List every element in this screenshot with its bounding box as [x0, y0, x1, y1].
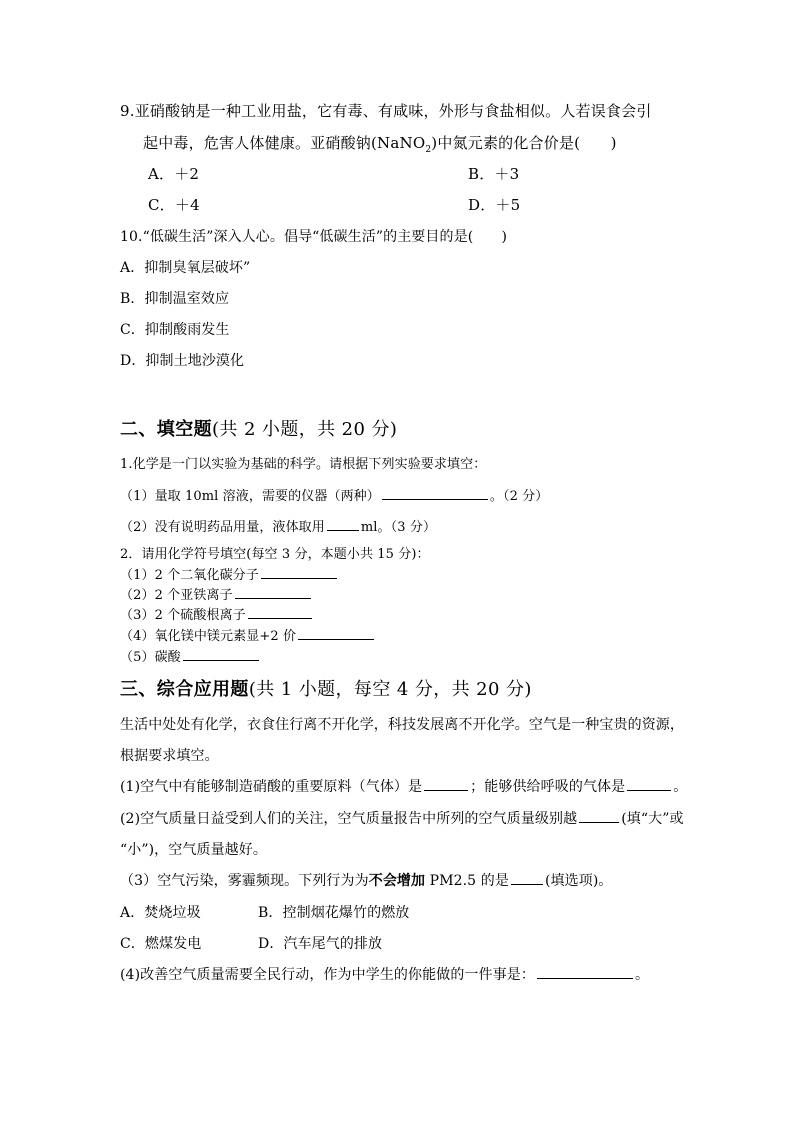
question-text: “小”)，空气质量越好。: [120, 842, 267, 858]
question-text: 1.化学是一门以实验为基础的科学。请根据下列实验要求填空：: [120, 457, 487, 472]
subscript: 2: [425, 145, 432, 155]
option-text: B．抑制温室效应: [120, 291, 230, 307]
q9-option-b: [468, 167, 519, 182]
s2-q2-item-1: [120, 569, 339, 582]
q9-line-2: [143, 136, 617, 155]
q9-stem-text-2: 起中毒，危害人体健康。亚硝酸钠(NaNO: [143, 134, 426, 152]
section3-heading: [120, 681, 532, 699]
s3-part-3: [120, 874, 612, 888]
option-text: C．抑制酸雨发生: [120, 322, 230, 338]
answer-blank[interactable]: [537, 977, 633, 979]
item-text: （2）2 个亚铁离子: [120, 588, 233, 603]
answer-blank[interactable]: [627, 789, 671, 791]
option-text: D．抑制土地沙漠化: [120, 353, 245, 369]
section-title: 二、填空题: [120, 419, 212, 440]
question-text: (填选项)。: [544, 873, 613, 889]
question-text: 2．请用化学符号填空(每空 3 分，本题小共 15 分)：: [120, 547, 430, 562]
question-text: （2）没有说明药品用量，液体取用: [120, 520, 325, 535]
answer-blank[interactable]: [424, 789, 468, 791]
s2-q2-item-5: [120, 651, 261, 664]
option-text: C．＋4: [148, 196, 200, 214]
answer-blank[interactable]: [382, 498, 488, 500]
s2-q2-item-3: [120, 609, 314, 622]
s3-intro-2: [120, 749, 219, 763]
section-score: (共 1 小题，每空 4 分，共 20 分): [248, 679, 532, 700]
question-text: (4)改善空气质量需要全民行动，作为中学生的你能做的一件事是：: [120, 967, 535, 983]
s3-option-a: [120, 906, 201, 920]
s3-part-2-line-2: [120, 843, 267, 857]
answer-blank[interactable]: [579, 821, 619, 823]
s3-option-b: [258, 906, 409, 920]
question-text: 。（2 分）: [489, 489, 549, 504]
item-text: （1）2 个二氧化碳分子: [120, 568, 259, 583]
q10-stem: [120, 230, 507, 244]
question-text: （3）空气污染，雾霾频现。下列行为为: [120, 873, 369, 889]
q9-stem-text: 9.亚硝酸钠是一种工业用盐，它有毒、有咸味，外形与食盐相似。人若误食会引: [120, 102, 652, 120]
section-title: 三、综合应用题: [120, 679, 249, 700]
question-text: (2)空气质量日益受到人们的关注，空气质量报告中所列的空气质量级别越: [120, 811, 578, 827]
answer-blank[interactable]: [298, 638, 374, 640]
answer-blank[interactable]: [183, 659, 259, 661]
item-text: （4）氧化镁中镁元素显+2 价: [120, 629, 297, 644]
q9-option-c: [148, 198, 200, 213]
q9-option-d: [468, 198, 520, 213]
option-text: D．＋5: [468, 196, 521, 214]
option-text: B．＋3: [468, 165, 520, 183]
option-text: A．焚烧垃圾: [120, 905, 201, 921]
s3-part-2: [120, 812, 684, 826]
s2-q1-stem: [120, 458, 486, 471]
s3-intro-1: [120, 718, 684, 732]
option-text: D．汽车尾气的排放: [258, 936, 383, 952]
answer-blank[interactable]: [235, 597, 311, 599]
answer-blank[interactable]: [511, 883, 543, 885]
option-text: A．抑制臭氧层破坏”: [120, 260, 251, 276]
question-text: (1)空气中有能够制造硝酸的重要原料（气体）是: [120, 779, 423, 795]
question-text: 。: [673, 779, 688, 795]
s3-option-c: [120, 937, 201, 951]
s2-q2-item-4: [120, 630, 376, 643]
q10-option-d: [120, 354, 244, 368]
q9-stem-text-3: )中氮元素的化合价是( ): [431, 134, 617, 152]
s3-part-1: [120, 780, 687, 794]
s2-q2-stem: [120, 548, 430, 561]
q10-option-a: [120, 261, 250, 275]
answer-blank[interactable]: [261, 577, 337, 579]
q9-line-1: [120, 104, 652, 119]
s2-q1-part1: [120, 490, 548, 503]
emphasis-text: 不会增加: [368, 873, 426, 889]
question-text: （1）量取 10ml 溶液，需要的仪器（两种）: [120, 489, 380, 504]
s2-q1-part2: [120, 521, 436, 534]
q9-option-a: [148, 167, 199, 182]
question-text: 。: [634, 967, 650, 983]
s3-option-d: [258, 937, 382, 951]
q10-option-b: [120, 292, 229, 306]
section2-heading: [120, 421, 397, 439]
paragraph-text: 根据要求填空。: [120, 748, 219, 764]
s3-part-4: [120, 968, 649, 982]
question-text: PM2.5 的是: [425, 873, 509, 889]
option-text: A．＋2: [148, 165, 200, 183]
question-text: ；能够供给呼吸的气体是: [470, 779, 626, 795]
answer-blank[interactable]: [248, 617, 312, 619]
item-text: （5）碳酸: [120, 650, 181, 665]
option-text: C．燃煤发电: [120, 936, 202, 952]
item-text: （3）2 个硫酸根离子: [120, 608, 246, 623]
option-text: B．控制烟花爆竹的燃放: [258, 905, 410, 921]
q10-stem-text: 10.“低碳生活”深入人心。倡导“低碳生活”的主要目的是( ): [120, 229, 508, 245]
paragraph-text: 生活中处处有化学，衣食住行离不开化学，科技发展离不开化学。空气是一种宝贵的资源，: [120, 717, 684, 733]
answer-blank[interactable]: [327, 529, 359, 531]
question-text: (填“大”或: [621, 811, 684, 827]
section-score: (共 2 小题，共 20 分): [212, 419, 398, 440]
question-text: ml。（3 分）: [360, 520, 437, 535]
s2-q2-item-2: [120, 589, 313, 602]
q10-option-c: [120, 323, 230, 337]
